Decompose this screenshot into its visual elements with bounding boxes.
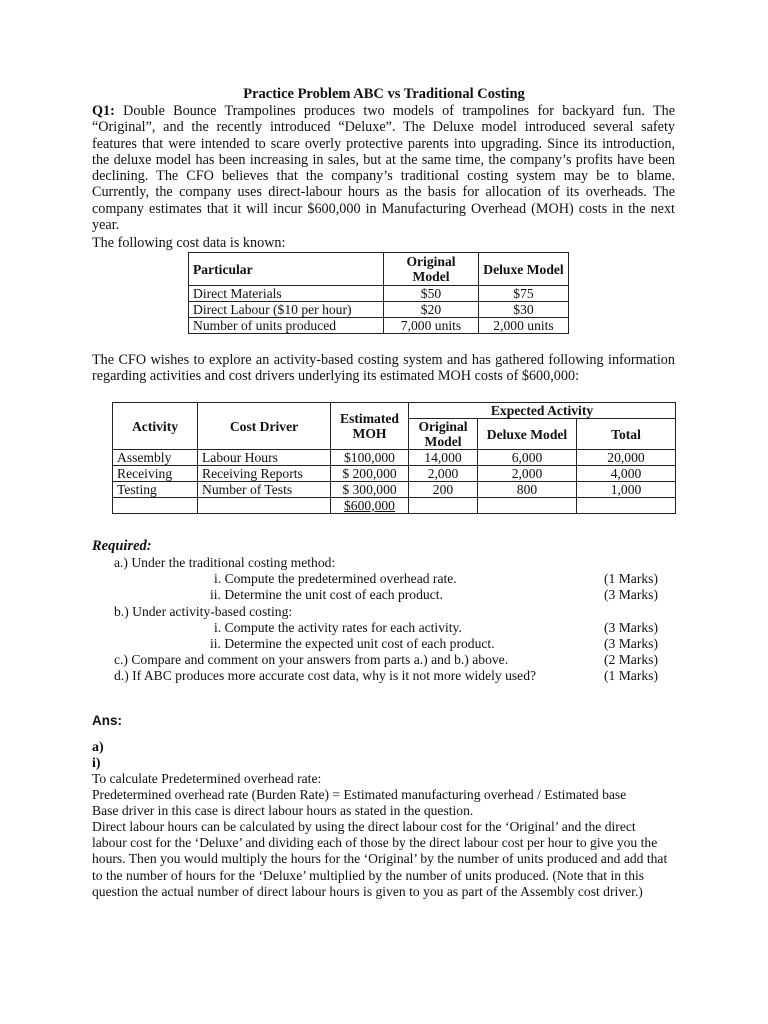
table-header-row bbox=[189, 253, 569, 286]
table-cell: 1,000 bbox=[577, 482, 676, 498]
table-cell: $30 bbox=[479, 302, 569, 318]
list-item bbox=[92, 620, 675, 636]
table-row bbox=[189, 286, 569, 302]
header-particular: Particular bbox=[189, 253, 384, 286]
header-cost-driver: Cost Driver bbox=[198, 403, 331, 450]
required-item-label: i. Compute the predetermined overhead rate. bbox=[214, 571, 457, 587]
table-cell: 20,000 bbox=[577, 450, 676, 466]
answer-sub-label: i) bbox=[92, 756, 101, 771]
answer-paragraph: To calculate Predetermined overhead rate: bbox=[92, 771, 322, 786]
required-item-marks: (2 Marks) bbox=[604, 652, 658, 668]
list-item bbox=[92, 571, 675, 587]
list-item bbox=[92, 668, 675, 684]
required-item-label: i. Compute the activity rates for each activity. bbox=[214, 619, 462, 635]
table-row bbox=[113, 450, 676, 466]
abc-activity-table bbox=[112, 402, 676, 514]
table-row bbox=[189, 318, 569, 334]
table-cell: 2,000 bbox=[409, 466, 478, 482]
table-cell: Receiving Reports bbox=[198, 466, 331, 482]
answer-paragraph: Base driver in this case is direct labour hours as stated in the question. bbox=[92, 803, 474, 819]
header-activity: Activity bbox=[113, 403, 198, 450]
required-item-label: a.) Under the traditional costing method: bbox=[114, 555, 336, 570]
required-item-label: d.) If ABC produces more accurate cost data, why is it not more widely used? bbox=[114, 668, 537, 684]
required-item-label: ii. Determine the unit cost of each product. bbox=[210, 587, 443, 603]
abc-intro: The CFO wishes to explore an activity-based costing system and has gathered following information regarding activities and cost drivers underlying its estimated MOH costs of $600,000: bbox=[92, 352, 675, 385]
table-cell: Receiving bbox=[113, 466, 198, 482]
table-cell: 2,000 units bbox=[479, 318, 569, 334]
table-cell: $50 bbox=[384, 286, 479, 302]
list-item bbox=[92, 604, 675, 620]
header-original: Original Model bbox=[384, 253, 479, 286]
list-item bbox=[92, 636, 675, 652]
table-cell: $75 bbox=[479, 286, 569, 302]
required-item-label: ii. Determine the expected unit cost of each product. bbox=[210, 635, 495, 651]
table-row bbox=[113, 482, 676, 498]
table-cell: 800 bbox=[478, 482, 577, 498]
answer-paragraph: Direct labour hours can be calculated by using the direct labour cost for the ‘Original’ and the direct labour cost for the ‘Deluxe’ and dividing each of those by the direct labour cost per hour to give you the hours. Then you would multiply the hours for the ‘Original’ by the number of units produced and add that to the number of hours for the ‘Deluxe’ multiplied by the number of units produced. (Note that in this question the actual number of direct labour hours is given to you as part of the Assembly cost driver.) bbox=[92, 819, 668, 899]
header-deluxe: Deluxe Model bbox=[479, 253, 569, 286]
page-title: Practice Problem ABC vs Traditional Costing bbox=[243, 86, 525, 102]
table-cell: $ 200,000 bbox=[331, 466, 409, 482]
table-cell: $ 300,000 bbox=[331, 482, 409, 498]
cost-data-table bbox=[188, 252, 569, 334]
total-moh: $600,000 bbox=[344, 498, 395, 513]
header-deluxe: Deluxe Model bbox=[478, 419, 577, 450]
table-cell: 7,000 units bbox=[384, 318, 479, 334]
answer-part-label: a) bbox=[92, 740, 104, 755]
required-item-marks: (1 Marks) bbox=[604, 668, 658, 684]
table-cell: Direct Materials bbox=[189, 286, 384, 302]
table-cell: Assembly bbox=[113, 450, 198, 466]
table-row bbox=[189, 302, 569, 318]
question-label: Q1: bbox=[92, 103, 115, 119]
answer-paragraph: Predetermined overhead rate (Burden Rate) = Estimated manufacturing overhead / Estimated base bbox=[92, 787, 627, 803]
table-cell: $20 bbox=[384, 302, 479, 318]
list-item bbox=[92, 652, 675, 668]
required-heading: Required: bbox=[92, 538, 152, 554]
header-original: Original Model bbox=[409, 419, 478, 450]
answer-heading: Ans: bbox=[92, 713, 122, 728]
question-text: Double Bounce Trampolines produces two models of trampolines for backyard fun. The “Original”, and the recently introduced “Deluxe”. The Deluxe model introduced several safety features that were intended to scare overly protective parents into upgrading. Since its introduction, the deluxe model has been increasing in sales, but at the same time, the company’s profits have been declining. The CFO believes that the company’s traditional costing system may be to blame. Currently, the company uses direct-labour hours as the basis for allocation of its overheads. The company estimates that it will incur $600,000 in Manufacturing Overhead (MOH) costs in the next year. bbox=[92, 103, 675, 233]
table-row bbox=[113, 466, 676, 482]
table-cell: $100,000 bbox=[331, 450, 409, 466]
list-item bbox=[92, 587, 675, 603]
table-cell: Number of units produced bbox=[189, 318, 384, 334]
table-cell: 4,000 bbox=[577, 466, 676, 482]
question-1 bbox=[92, 103, 675, 233]
required-item-label: c.) Compare and comment on your answers from parts a.) and b.) above. bbox=[114, 652, 509, 668]
table-cell: Labour Hours bbox=[198, 450, 331, 466]
header-total: Total bbox=[577, 419, 676, 450]
table-cell: Direct Labour ($10 per hour) bbox=[189, 302, 384, 318]
table-cell: 14,000 bbox=[409, 450, 478, 466]
table-cell: Number of Tests bbox=[198, 482, 331, 498]
answer-body bbox=[92, 771, 670, 900]
required-item-label: b.) Under activity-based costing: bbox=[114, 603, 293, 619]
table-cell: 2,000 bbox=[478, 466, 577, 482]
required-item-marks: (3 Marks) bbox=[604, 619, 658, 635]
required-list bbox=[92, 555, 675, 685]
table-cell: Testing bbox=[113, 482, 198, 498]
table-cell: 6,000 bbox=[478, 450, 577, 466]
header-expected-activity: Expected Activity bbox=[409, 403, 676, 419]
answer-part bbox=[92, 740, 104, 772]
required-item-marks: (1 Marks) bbox=[604, 571, 658, 587]
header-estimated-moh: Estimated MOH bbox=[331, 403, 409, 450]
required-item-marks: (3 Marks) bbox=[604, 635, 658, 651]
required-item-marks: (3 Marks) bbox=[604, 587, 658, 603]
table-total-row bbox=[113, 498, 676, 514]
table-header-row bbox=[113, 403, 676, 419]
table-cell: 200 bbox=[409, 482, 478, 498]
cost-data-intro: The following cost data is known: bbox=[92, 235, 286, 251]
list-item bbox=[92, 555, 675, 571]
